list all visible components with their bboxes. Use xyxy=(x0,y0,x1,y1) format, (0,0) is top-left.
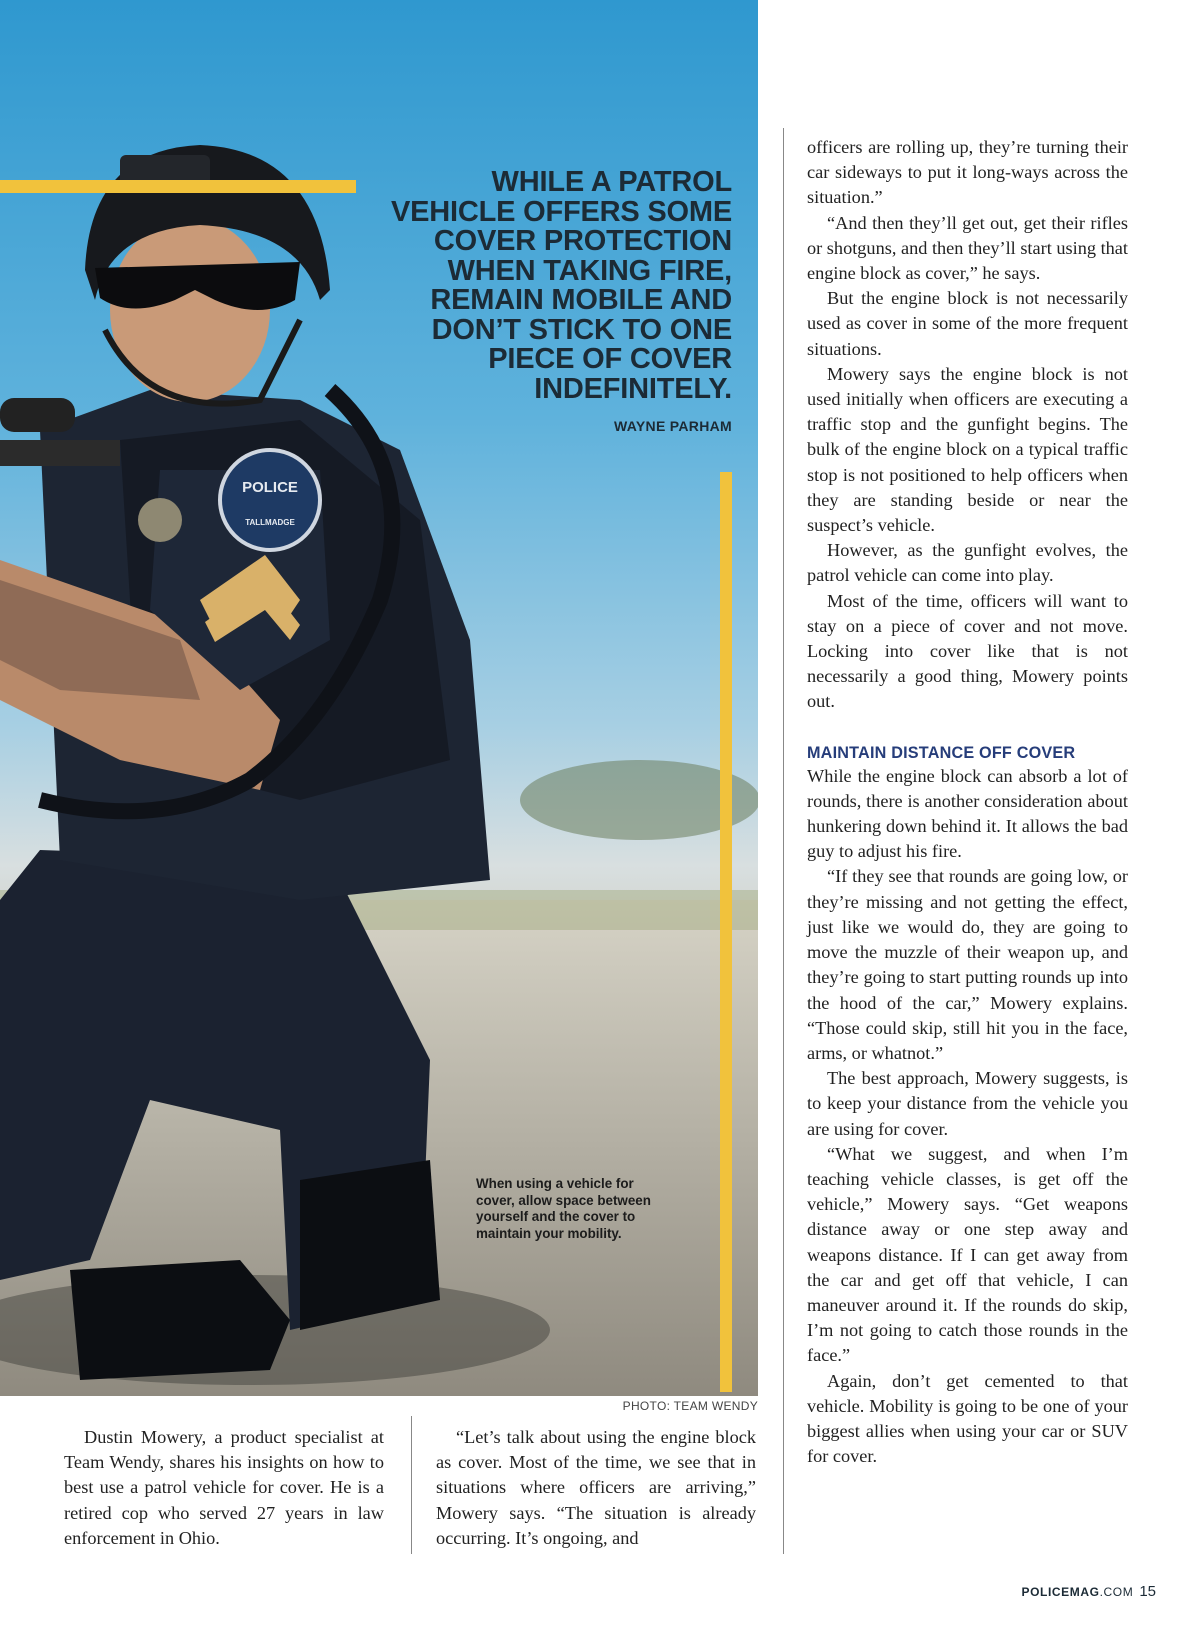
magazine-site-suffix: .COM xyxy=(1099,1585,1134,1599)
paragraph: Again, don’t get cemented to that vehicle. Mobility is going to be one of your biggest allies when using your car or SUV for cover. xyxy=(807,1370,1128,1467)
accent-bar-vertical xyxy=(720,472,732,1392)
pull-quote-author: WAYNE PARHAM xyxy=(614,418,732,434)
column-divider xyxy=(411,1416,412,1554)
accent-bar-horizontal xyxy=(0,180,356,193)
pull-quote: WHILE A PATROL VEHICLE OFFERS SOME COVER PROTECTION WHEN TAKING FIRE, REMAIN MOBILE AND DON’T STICK TO ONE PIECE OF COVER INDEFINITELY. xyxy=(390,166,732,405)
page-number: 15 xyxy=(1139,1583,1156,1600)
paragraph: However, as the gunfight evolves, the patrol vehicle can come into play. xyxy=(807,540,1128,586)
paragraph: But the engine block is not necessarily used as cover in some of the more frequent situations. xyxy=(807,288,1128,359)
patch-sublabel: TALLMADGE xyxy=(245,518,295,527)
paragraph: Dustin Mowery, a product specialist at Team Wendy, shares his insights on how to best use a patrol vehicle for cover. He is a retired cop who served 27 years in law enforcement in Ohio. xyxy=(64,1427,384,1548)
article-column-right xyxy=(807,135,1128,1469)
column-divider xyxy=(783,128,784,1554)
photo-caption: When using a vehicle for cover, allow space between yourself and the cover to maintain your mobility. xyxy=(476,1176,651,1241)
paragraph: While the engine block can absorb a lot of rounds, there is another consideration about hunkering down behind it. It allows the bad guy to adjust his fire. xyxy=(807,765,1128,862)
paragraph: “If they see that rounds are going low, or they’re missing and not getting the effect, just like we would do, they are going to move the muzzle of their weapon up, and they’re going to start putting rounds up into the hood of the car,” Mowery explains. “Those could skip, still hit you in the face, arms, or whatnot.” xyxy=(807,866,1128,1063)
paragraph: “And then they’ll get out, get their rifles or shotguns, and then they’ll start using that engine block as cover,” he says. xyxy=(807,212,1128,284)
paragraph: Most of the time, officers will want to stay on a piece of cover and not move. Locking into cover like that is not necessarily a good thing, Mowery points out. xyxy=(807,590,1128,712)
page-folio xyxy=(1022,1583,1157,1601)
patch-label: POLICE xyxy=(242,479,298,496)
magazine-site-name: POLICEMAG xyxy=(1021,1585,1100,1599)
photo-credit: PHOTO: TEAM WENDY xyxy=(622,1399,758,1413)
paragraph: The best approach, Mowery suggests, is to keep your distance from the vehicle you are using for cover. xyxy=(807,1068,1128,1139)
article-column-bottom-left xyxy=(64,1425,384,1551)
paragraph: officers are rolling up, they’re turning their car sideways to put it long-ways across the situation.” xyxy=(807,137,1128,208)
article-column-bottom-middle xyxy=(436,1425,756,1551)
paragraph: “What we suggest, and when I’m teaching vehicle classes, is get off the vehicle,” Mowery says. “Get weapons distance away or one step away and weapons distance. If I can get away from the car and get off that vehicle, I can maneuver around it. If the rounds do skip, I’m not going to catch those rounds in the face.” xyxy=(807,1143,1128,1366)
section-subhead: MAINTAIN DISTANCE OFF COVER xyxy=(807,743,1076,762)
paragraph: Mowery says the engine block is not used initially when officers are executing a traffic stop and the gunfight begins. The bulk of the engine block on a typical traffic stop is not positioned to help officers when they are standing beside or near the suspect’s vehicle. xyxy=(807,363,1128,536)
paragraph: “Let’s talk about using the engine block as cover. Most of the time, we see that in situations where officers are arriving,” Mowery says. “The situation is already occurring. It’s ongoing, and xyxy=(436,1427,756,1548)
